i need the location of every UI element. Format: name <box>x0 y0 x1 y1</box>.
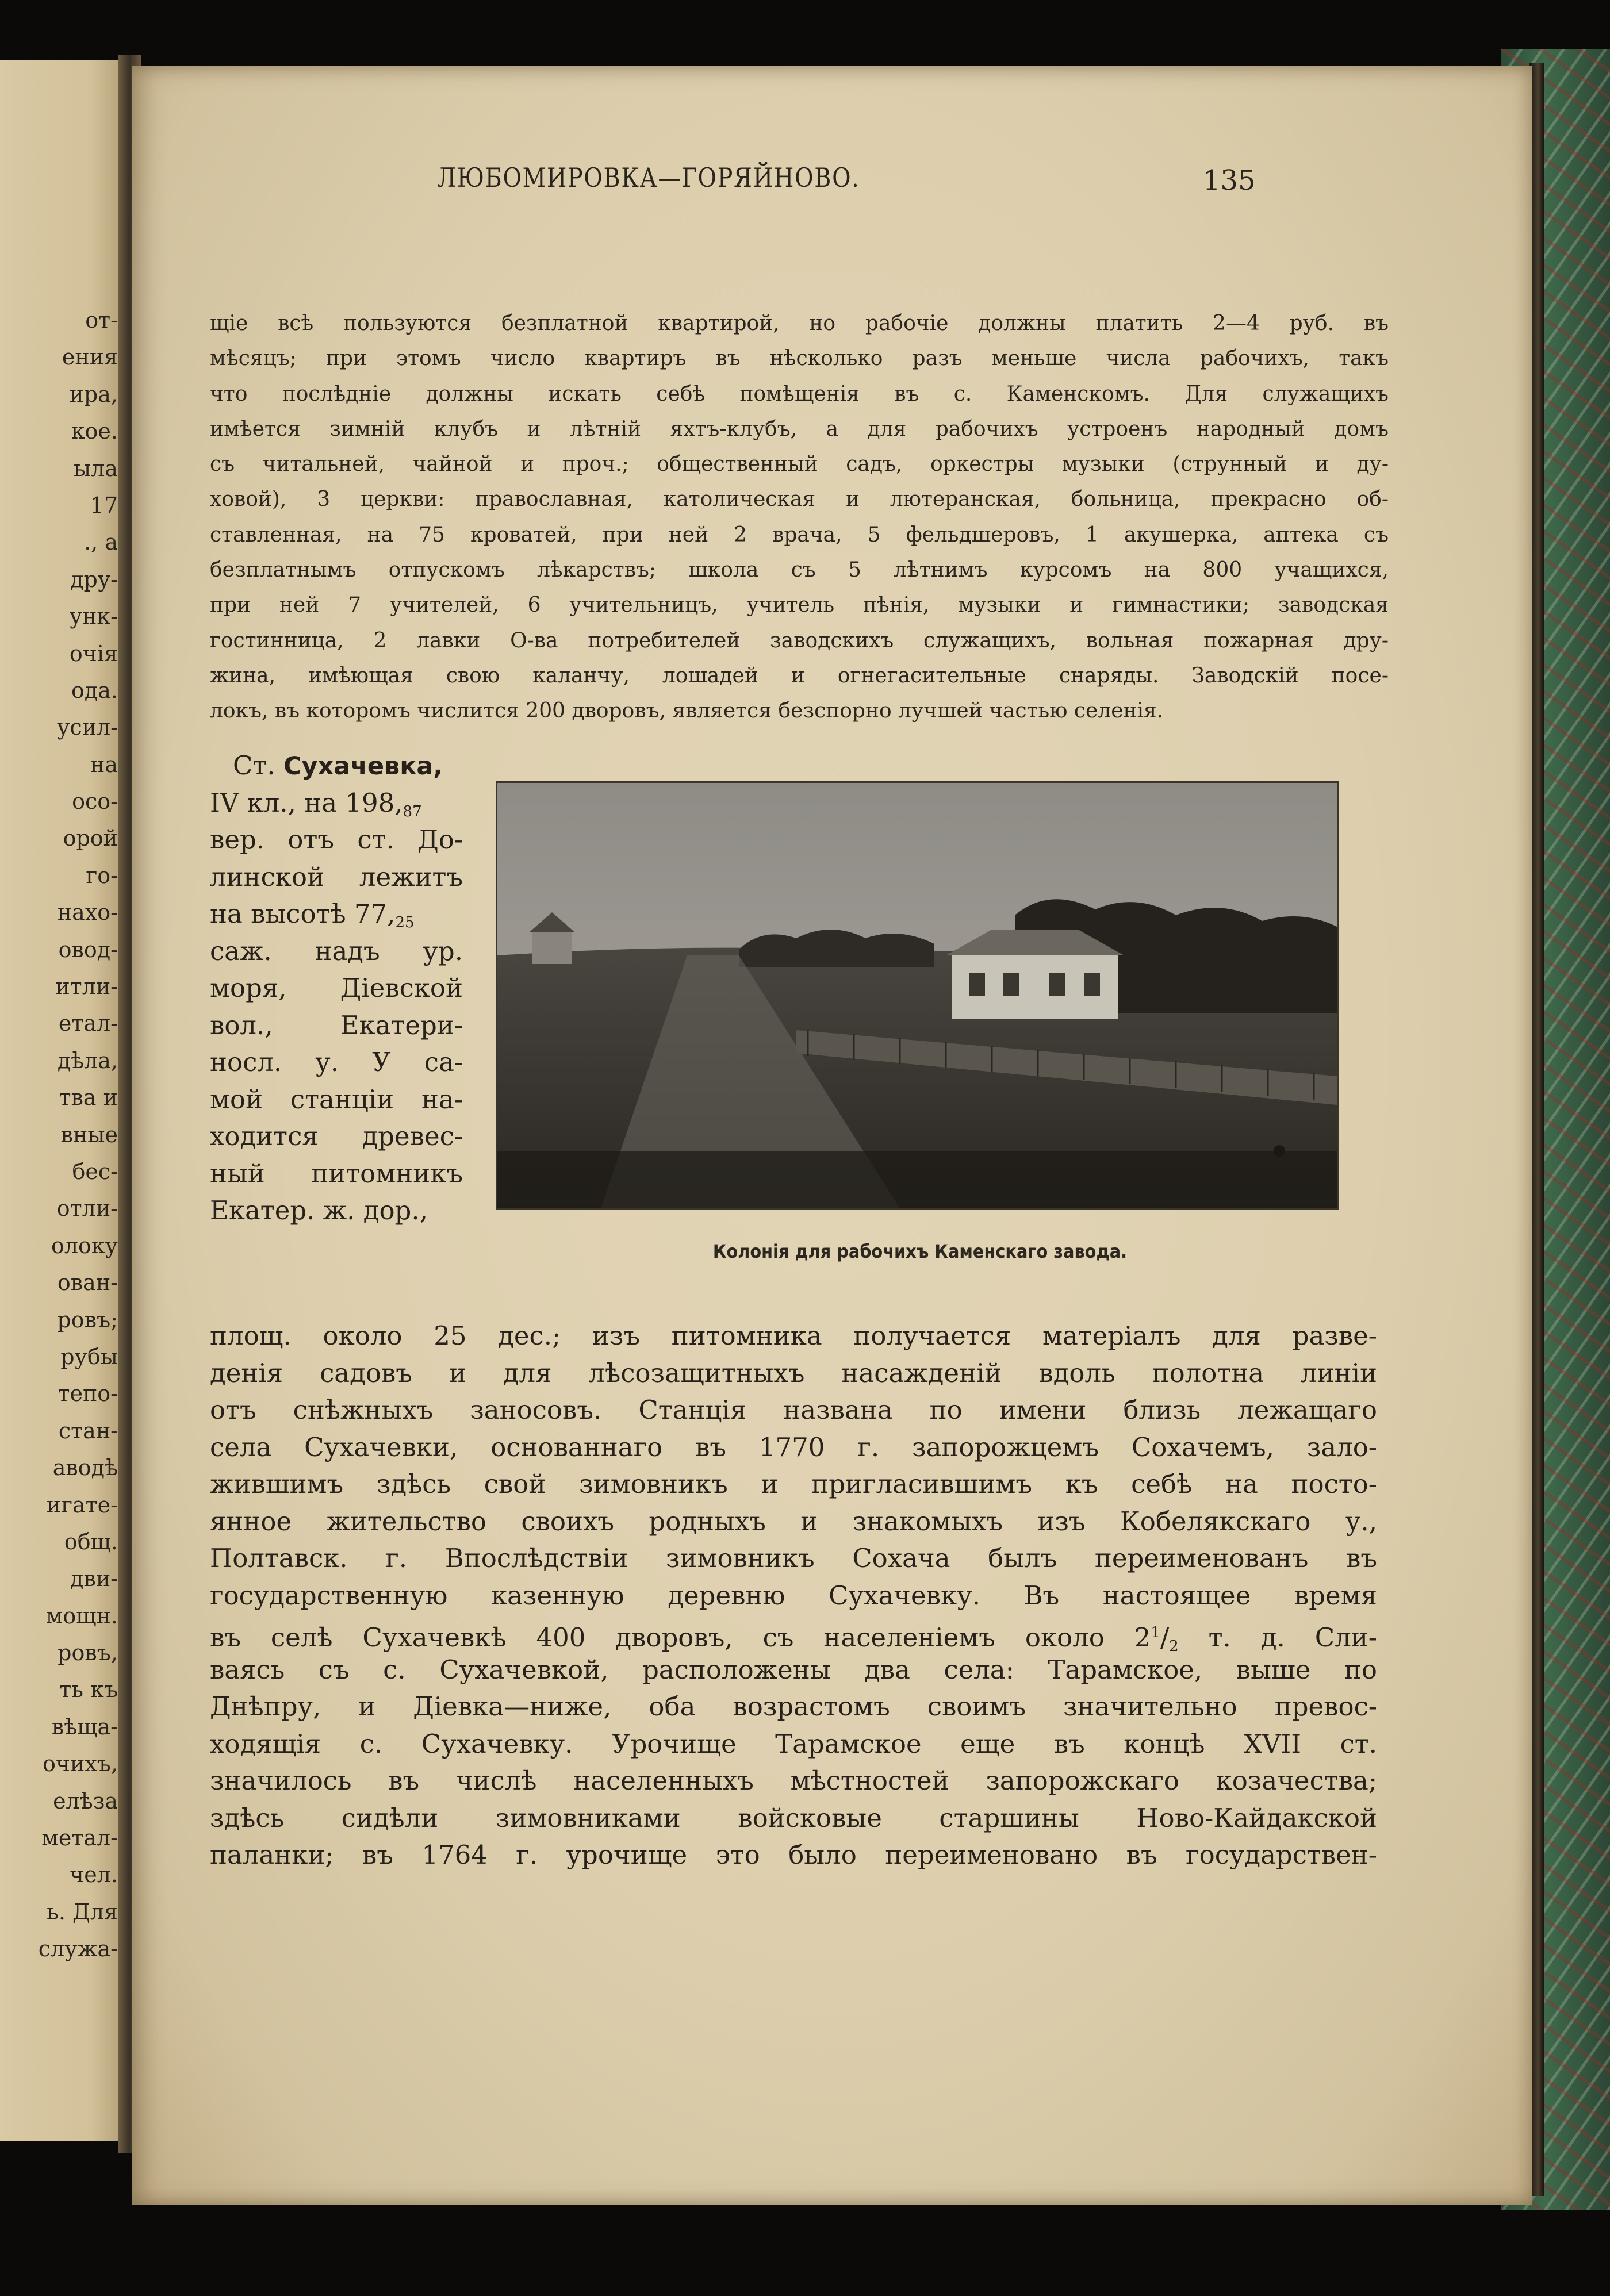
prev-fragment: ода. <box>71 677 118 703</box>
fraction-numerator: 1 <box>1151 1624 1160 1641</box>
prev-fragment: дѣла, <box>57 1047 118 1073</box>
text-line: ставленная, на 75 кроватей, при ней 2 врача, 5 фельдшеровъ, 1 акушерка, аптека съ <box>210 523 1389 547</box>
paragraph-2 <box>210 1318 1377 1874</box>
prev-fragment: стан- <box>58 1418 118 1443</box>
station-heading-line <box>210 747 463 785</box>
photo-illustration <box>497 783 1337 1208</box>
photo-caption: Колонія для рабочихъ Каменскаго завода. <box>712 1241 1128 1262</box>
prev-fragment: ь. Для <box>47 1899 118 1925</box>
text-line: съ читальней, чайной и проч.; общественный садъ, оркестры музыки (струнный и ду- <box>210 452 1389 477</box>
station-altitude-line <box>210 896 463 933</box>
prev-fragment: отли- <box>56 1196 118 1222</box>
text-line: ходящія с. Сухачевку. Урочище Тарамское еще въ концѣ XVII ст. <box>210 1728 1377 1759</box>
prev-fragment: унк- <box>69 604 118 629</box>
station-column <box>210 747 463 1230</box>
prev-fragment: олоку <box>51 1233 118 1258</box>
prev-fragment: мощн. <box>45 1603 118 1629</box>
text-line: ваясь съ с. Сухачевкой, расположены два села: Тарамское, выше по <box>210 1654 1377 1685</box>
station-class: IV кл., на 198, <box>210 787 403 818</box>
prev-fragment: усил- <box>57 715 118 740</box>
altitude-fraction: 25 <box>395 914 415 931</box>
prev-fragment: ира, <box>69 381 118 407</box>
text-line: ный питомникъ <box>210 1158 463 1189</box>
prev-fragment: дру- <box>70 566 118 592</box>
prev-fragment: ения <box>62 344 118 370</box>
station-altitude: на высотѣ 77, <box>210 899 396 929</box>
population-line: въ селѣ Сухачевкѣ 400 дворовъ, съ населеніемъ около $2^1/_2$ т. д. Сли- <box>210 1622 1377 1655</box>
paragraph-1 <box>210 306 1389 729</box>
text-line: Днѣпру, и Діевка—ниже, оба возрастомъ своимъ значительно превос- <box>210 1691 1377 1722</box>
prev-fragment: вные <box>60 1122 118 1147</box>
text-line: мѣсяцъ; при этомъ число квартиръ въ нѣсколько разъ меньше числа рабочихъ, такъ <box>210 347 1389 371</box>
prev-fragment: овод- <box>58 936 118 962</box>
prev-fragment: общ. <box>64 1529 118 1554</box>
text-line: ходится древес- <box>210 1121 463 1151</box>
text-line: линской лежитъ <box>210 861 463 892</box>
prev-fragment: ., а <box>84 529 118 555</box>
prev-fragment: игате- <box>46 1492 118 1518</box>
prev-fragment: от- <box>85 308 118 333</box>
prev-fragment: тепо- <box>57 1381 118 1407</box>
text-line: щіе всѣ пользуются безплатной квартирой, но рабочіе должны платить 2—4 руб. въ <box>210 312 1389 335</box>
prev-fragment: ровъ, <box>57 1640 118 1666</box>
text-line: площ. около 25 дес.; изъ питомника получается матеріалъ для разве- <box>210 1320 1377 1351</box>
text-line: что послѣдніе должны искать себѣ помѣщенія въ с. Каменскомъ. Для служащихъ <box>210 382 1389 406</box>
prev-fragment: на <box>90 751 118 777</box>
text-line: государственную казенную деревню Сухачевку. Въ настоящее время <box>210 1580 1377 1611</box>
prev-fragment: служа- <box>38 1936 118 1962</box>
prev-fragment: го- <box>86 862 118 888</box>
text-line: жившимъ здѣсь свой зимовникъ и пригласившимъ къ себѣ на посто- <box>210 1469 1377 1499</box>
prev-fragment: дви- <box>70 1566 118 1592</box>
text-line: гостинница, 2 лавки О-ва потребителей заводскихъ служащихъ, вольная пожарная дру- <box>210 628 1389 652</box>
prev-fragment: ыла <box>73 455 118 481</box>
text-line: паланки; въ 1764 г. урочище это было переименовано въ государствен- <box>210 1840 1377 1870</box>
text-line: носл. у. У са- <box>210 1047 463 1077</box>
station-class-line <box>210 785 463 822</box>
text-line: здѣсь сидѣли зимовниками войсковые старшины Ново-Кайдакской <box>210 1802 1377 1833</box>
prev-fragment: 17 <box>90 492 118 518</box>
prev-fragment: итли- <box>55 974 118 1000</box>
prev-fragment: метал- <box>41 1825 118 1851</box>
station-name: Сухачевка, <box>283 752 443 781</box>
prev-fragment: етал- <box>58 1011 118 1036</box>
colony-photo <box>497 783 1337 1208</box>
text-line: Екатер. ж. дор., <box>210 1195 428 1226</box>
prev-fragment: очихъ, <box>42 1751 118 1777</box>
distance-fraction: 87 <box>402 803 422 820</box>
prev-fragment: елѣза <box>53 1788 118 1814</box>
text-line: отъ снѣжныхъ заносовъ. Станція названа по имени близь лежащаго <box>210 1395 1377 1425</box>
text-line: янное жительство своихъ родныхъ и знакомыхъ изъ Кобелякскаго у., <box>210 1506 1377 1537</box>
population-text: въ селѣ Сухачевкѣ 400 дворовъ, съ населеніемъ около 2 <box>210 1622 1151 1653</box>
text-line: значилось въ числѣ населенныхъ мѣстностей запорожскаго козачества; <box>210 1765 1377 1796</box>
prev-fragment: ть къ <box>59 1677 118 1703</box>
text-line: Полтавск. г. Впослѣдствіи зимовникъ Сохача былъ переименованъ въ <box>210 1543 1377 1573</box>
fraction-denominator: 2 <box>1169 1638 1179 1655</box>
text-line: саж. надъ ур. <box>210 935 463 966</box>
prev-fragment: рубы <box>60 1343 118 1369</box>
text-line: имѣется зимній клубъ и лѣтній яхтъ-клубъ, а для рабочихъ устроенъ народный домъ <box>210 417 1389 441</box>
text-line: безплатнымъ отпускомъ лѣкарствъ; школа съ 5 лѣтнимъ курсомъ на 800 учащихся, <box>210 558 1389 582</box>
text-line: ховой), 3 церкви: православная, католическая и лютеранская, больница, прекрасно об- <box>210 487 1389 512</box>
prev-fragment: аводѣ <box>52 1455 118 1481</box>
previous-page <box>0 60 129 2141</box>
text-line: моря, Діевской <box>210 973 463 1003</box>
text-line: села Сухачевки, основаннаго въ 1770 г. запорожцемъ Сохачемъ, зало- <box>210 1431 1377 1462</box>
prev-fragment: ровъ; <box>57 1307 118 1333</box>
prev-fragment: вѣща- <box>51 1714 118 1740</box>
text-line: мой станціи на- <box>210 1084 463 1115</box>
running-head: ЛЮБОМИРОВКА—ГОРЯЙНОВО. <box>437 162 860 193</box>
text-line: локъ, въ которомъ числится 200 дворовъ, является безспорно лучшей частью селенія. <box>210 699 1164 723</box>
prev-fragment: нахо- <box>57 900 118 926</box>
prev-fragment: тва и <box>59 1085 118 1111</box>
population-tail: т. д. Сли- <box>1178 1622 1377 1653</box>
text-line: при ней 7 учителей, 6 учительницъ, учитель пѣнія, музыки и гимнастики; заводская <box>210 593 1389 617</box>
page-header <box>437 162 1256 208</box>
prev-fragment: кое. <box>71 418 118 444</box>
prev-fragment: бес- <box>72 1158 118 1184</box>
prev-fragment: очія <box>69 640 118 666</box>
station-prefix: Ст. <box>233 750 275 781</box>
previous-page-fragments <box>0 302 118 1968</box>
text-line: вер. отъ ст. До- <box>210 824 463 855</box>
text-line: денія садовъ и для лѣсозащитныхъ насажденій вдоль полотна линіи <box>210 1357 1377 1388</box>
text-line: жина, имѣющая свою каланчу, лошадей и огнегасительные снаряды. Заводскій посе- <box>210 663 1389 688</box>
prev-fragment: осо- <box>72 789 118 815</box>
prev-fragment: орой <box>63 826 118 851</box>
text-line: вол., Екатери- <box>210 1009 463 1041</box>
prev-fragment: чел. <box>70 1862 118 1888</box>
page-number: 135 <box>1203 164 1256 197</box>
prev-fragment: ован- <box>57 1270 118 1296</box>
